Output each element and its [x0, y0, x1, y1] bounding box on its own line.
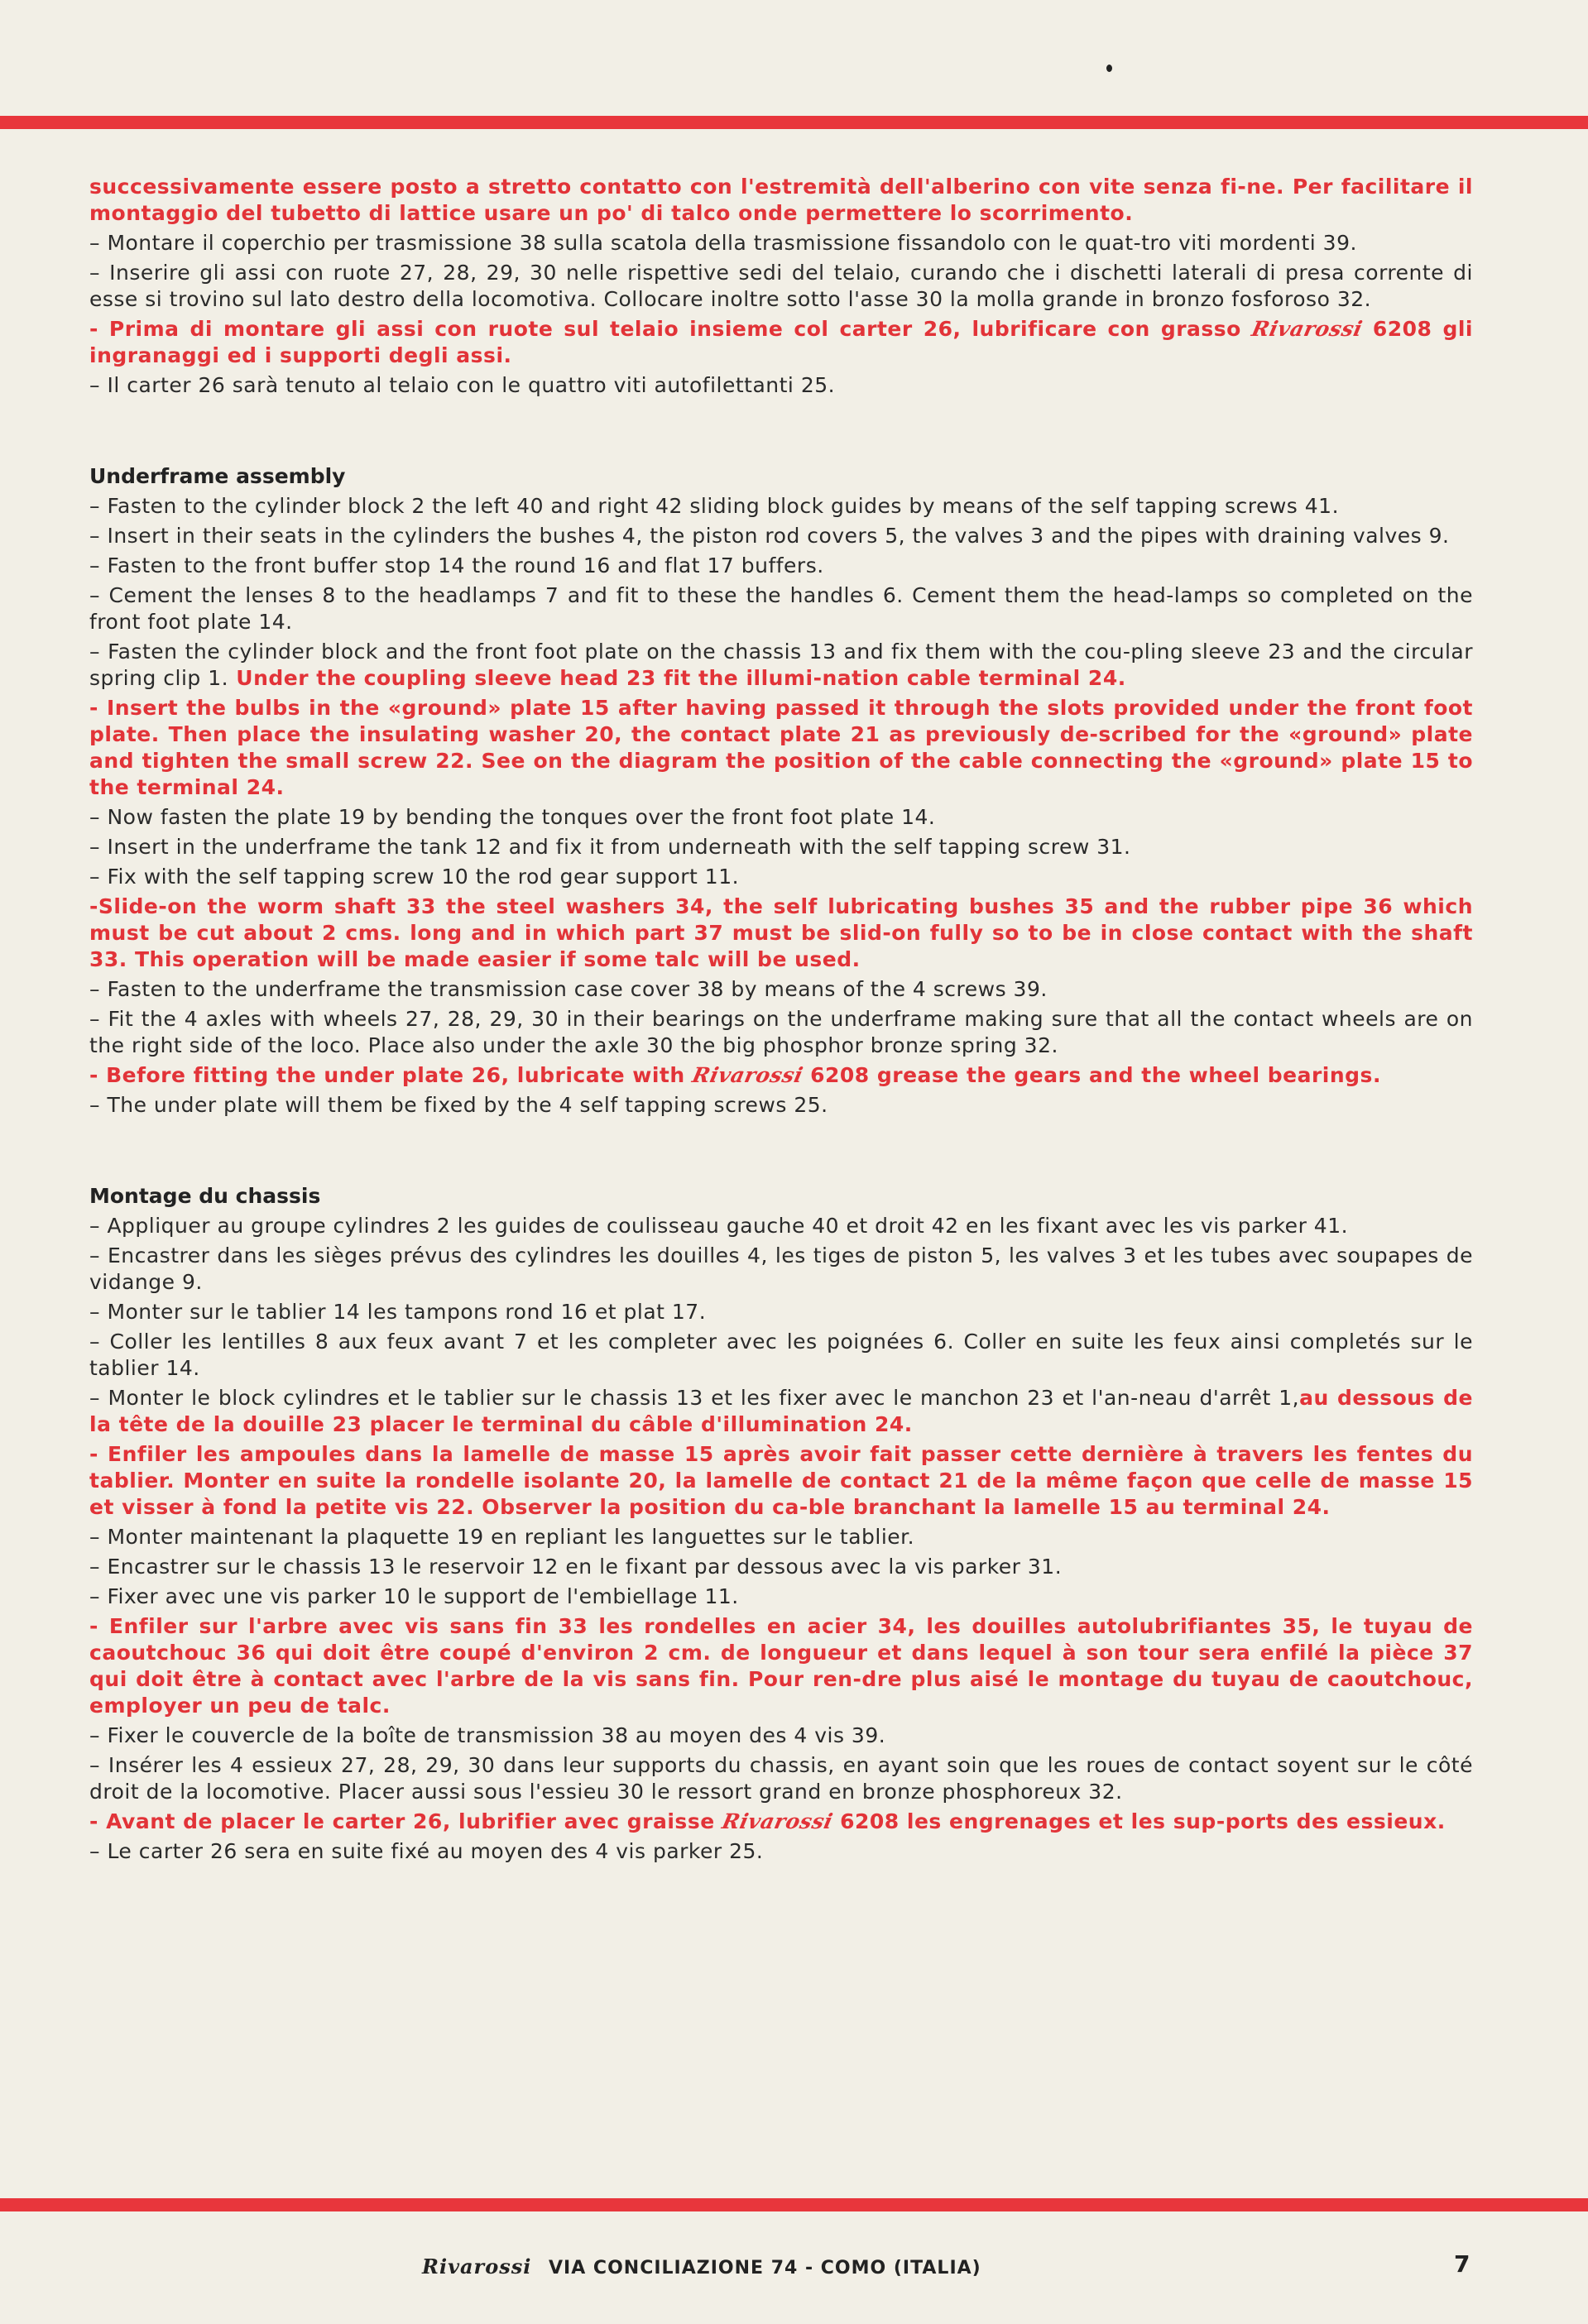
paragraph-text-after-logo: 6208 grease the gears and the wheel bearings.: [810, 1063, 1381, 1087]
bottom-red-band: [0, 2198, 1588, 2211]
page-content: [89, 174, 1473, 1868]
french-paragraph: [89, 1329, 1473, 1382]
paragraph-text: – Montare il coperchio per trasmissione 38 sulla scatola della trasmissione fissandolo con le quat-tro viti mordenti 39.: [89, 231, 1357, 255]
italian-paragraph: [89, 230, 1473, 256]
paragraph-text: – Cement the lenses 8 to the headlamps 7 and fit to these the handles 6. Cement them the head-lamps so completed on the front foot plate 14.: [89, 583, 1473, 634]
paragraph-text: successivamente essere posto a stretto contatto con l'estremità dell'alberino con vite senza fi-ne. Per facilitare il montaggio del tubetto di lattice usare un po' di talco onde permettere lo scorrimento.: [89, 175, 1473, 225]
paragraph-text: - Enfiler les ampoules dans la lamelle de masse 15 après avoir fait passer cette dernière à travers les fentes du tablier. Monter en suite la rondelle isolante 20, la lamelle de contact 21 de la même façon que celle de masse 15 et visser à fond la petite vis 22. Observer la position du ca-ble branchant la lamelle 15 au terminal 24.: [89, 1442, 1473, 1519]
paragraph-text: - Before fitting the under plate 26, lubricate with: [89, 1063, 685, 1087]
french-paragraph: [89, 1584, 1473, 1610]
paragraph-text-after-logo: 6208 gli ingranaggi ed i supporti degli assi.: [89, 317, 1473, 367]
english-paragraph: [89, 523, 1473, 549]
paragraph-text: – Monter le block cylindres et le tablier sur le chassis 13 et les fixer avec le manchon 23 et l'an-neau d'arrêt 1,: [89, 1386, 1300, 1410]
paragraph-text: - Enfiler sur l'arbre avec vis sans fin 33 les rondelles en acier 34, les douilles autolubrifiantes 35, le tuyau de caoutchouc 36 qui doit être coupé d'environ 2 cm. de longueur et dans lequel à son tour sera enfilé la pièce 37 qui doit être à contact avec l'arbre de la vis sans fin. Pour ren-dre plus aisé le montage du tuyau de caoutchouc, employer un peu de talc.: [89, 1614, 1473, 1718]
rivarossi-logo: Rivarossi: [689, 1063, 806, 1087]
english-paragraph: [89, 1092, 1473, 1119]
paragraph-text: – Fasten the cylinder block and the front foot plate on the chassis 13 and fix them with the cou-pling sleeve 23 and the circular spring clip 1.: [89, 640, 1473, 690]
french-paragraph: [89, 1613, 1473, 1719]
paragraph-text: - Insert the bulbs in the «ground» plate 15 after having passed it through the slots provided under the front foot plate. Then place the insulating washer 20, the contact plate 21 as previously de-scribed for the «ground» plate and tighten the small screw 22. See on the diagram the position of the cable connecting the «ground» plate 15 to the terminal 24.: [89, 696, 1473, 799]
paragraph-text-after-logo: 6208 les engrenages et les sup-ports des essieux.: [840, 1809, 1446, 1833]
paragraph-text: – Fix with the self tapping screw 10 the rod gear support 11.: [89, 865, 740, 889]
paragraph-text: – The under plate will them be fixed by the 4 self tapping screws 25.: [89, 1093, 828, 1117]
french-section: [89, 1213, 1473, 1865]
paragraph-text: – Insérer les 4 essieux 27, 28, 29, 30 dans leur supports du chassis, en ayant soin que les roues de contact soyent sur le côté droit de la locomotive. Placer aussi sous l'essieu 30 le ressort grand en bronze phosphoreux 32.: [89, 1753, 1473, 1804]
italian-paragraph: [89, 260, 1473, 313]
paragraph-text: – Il carter 26 sarà tenuto al telaio con le quattro viti autofilettanti 25.: [89, 373, 836, 397]
french-paragraph: [89, 1838, 1473, 1865]
footer-logo: Rivarossi: [422, 2255, 532, 2278]
red-continuation-text: au dessous de la tête de la douille 23 placer le terminal du câble d'illumination 24.: [89, 1386, 1473, 1436]
footer: [422, 2255, 1498, 2278]
english-paragraph: [89, 864, 1473, 890]
french-paragraph: [89, 1243, 1473, 1296]
paragraph-text: – Le carter 26 sera en suite fixé au moyen des 4 vis parker 25.: [89, 1839, 764, 1863]
french-heading: Montage du chassis: [89, 1184, 321, 1208]
paragraph-text: – Fasten to the front buffer stop 14 the round 16 and flat 17 buffers.: [89, 553, 824, 577]
red-continuation-text: Under the coupling sleeve head 23 fit the illumi-nation cable terminal 24.: [228, 666, 1126, 690]
english-paragraph: [89, 1006, 1473, 1059]
paragraph-text: - Prima di montare gli assi con ruote sul telaio insieme col carter 26, lubrificare con grasso: [89, 317, 1241, 341]
french-paragraph: [89, 1299, 1473, 1325]
top-red-band: [0, 116, 1588, 129]
paragraph-text: – Coller les lentilles 8 aux feux avant 7 et les completer avec les poignées 6. Coller en suite les feux ainsi completés sur le tablier 14.: [89, 1330, 1473, 1380]
paragraph-text: – Monter maintenant la plaquette 19 en repliant les languettes sur le tablier.: [89, 1525, 915, 1549]
french-paragraph: [89, 1524, 1473, 1550]
english-section: [89, 493, 1473, 1119]
paragraph-text: – Now fasten the plate 19 by bending the tonques over the front foot plate 14.: [89, 805, 936, 829]
rivarossi-logo: Rivarossi: [719, 1809, 836, 1833]
english-paragraph: [89, 834, 1473, 860]
english-paragraph: [89, 976, 1473, 1003]
paragraph-text: – Fasten to the cylinder block 2 the left 40 and right 42 sliding block guides by means of the self tapping screws 41.: [89, 494, 1340, 518]
italian-paragraph: [89, 316, 1473, 369]
footer-address: VIA CONCILIAZIONE 74 - COMO (ITALIA): [549, 2258, 981, 2278]
english-paragraph: [89, 695, 1473, 801]
rivarossi-logo: Rivarossi: [1249, 317, 1365, 341]
english-heading: Underframe assembly: [89, 464, 346, 488]
paragraph-text: – Inserire gli assi con ruote 27, 28, 29, 30 nelle rispettive sedi del telaio, curando che i dischetti laterali di presa corrente di esse si trovino sul lato destro della locomotiva. Collocare inoltre sotto l'asse 30 la molla grande in bronzo fosforoso 32.: [89, 261, 1473, 311]
english-paragraph: [89, 553, 1473, 579]
italian-paragraph: [89, 174, 1473, 227]
paragraph-text: -Slide-on the worm shaft 33 the steel washers 34, the self lubricating bushes 35 and the rubber pipe 36 which must be cut about 2 cms. long and in which part 37 must be slid-on fully so to be in close contact with the shaft 33. This operation will be made easier if some talc will be used.: [89, 894, 1473, 971]
page-number: 7: [1454, 2250, 1470, 2278]
french-paragraph: [89, 1554, 1473, 1580]
paragraph-text: – Fixer avec une vis parker 10 le support de l'embiellage 11.: [89, 1584, 739, 1608]
french-paragraph: [89, 1723, 1473, 1749]
english-paragraph: [89, 894, 1473, 973]
english-paragraph: [89, 639, 1473, 692]
paragraph-text: – Fit the 4 axles with wheels 27, 28, 29, 30 in their bearings on the underframe making sure that all the contact wheels are on the right side of the loco. Place also under the axle 30 the big phosphor bronze spring 32.: [89, 1007, 1473, 1057]
french-paragraph: [89, 1385, 1473, 1438]
french-paragraph: [89, 1441, 1473, 1521]
paragraph-text: – Fixer le couvercle de la boîte de transmission 38 au moyen des 4 vis 39.: [89, 1723, 886, 1747]
italian-section: [89, 174, 1473, 399]
paragraph-text: - Avant de placer le carter 26, lubrifier avec graisse: [89, 1809, 715, 1833]
ink-dot: [1106, 65, 1112, 72]
english-paragraph: [89, 1062, 1473, 1089]
paragraph-text: – Insert in the underframe the tank 12 and fix it from underneath with the self tapping screw 31.: [89, 835, 1131, 859]
english-paragraph: [89, 493, 1473, 520]
french-paragraph: [89, 1213, 1473, 1239]
paragraph-text: – Appliquer au groupe cylindres 2 les guides de coulisseau gauche 40 et droit 42 en les fixant avec les vis parker 41.: [89, 1214, 1349, 1238]
paragraph-text: – Encastrer sur le chassis 13 le reservoir 12 en le fixant par dessous avec la vis parker 31.: [89, 1555, 1063, 1579]
italian-paragraph: [89, 372, 1473, 399]
english-paragraph: [89, 804, 1473, 831]
english-paragraph: [89, 582, 1473, 635]
paragraph-text: – Encastrer dans les sièges prévus des cylindres les douilles 4, les tiges de piston 5, les valves 3 et les tubes avec soupapes de vidange 9.: [89, 1243, 1473, 1294]
paragraph-text: – Insert in their seats in the cylinders the bushes 4, the piston rod covers 5, the valves 3 and the pipes with draining valves 9.: [89, 524, 1450, 548]
paragraph-text: – Monter sur le tablier 14 les tampons rond 16 et plat 17.: [89, 1300, 707, 1324]
french-paragraph: [89, 1809, 1473, 1835]
french-paragraph: [89, 1752, 1473, 1805]
paragraph-text: – Fasten to the underframe the transmission case cover 38 by means of the 4 screws 39.: [89, 977, 1048, 1001]
